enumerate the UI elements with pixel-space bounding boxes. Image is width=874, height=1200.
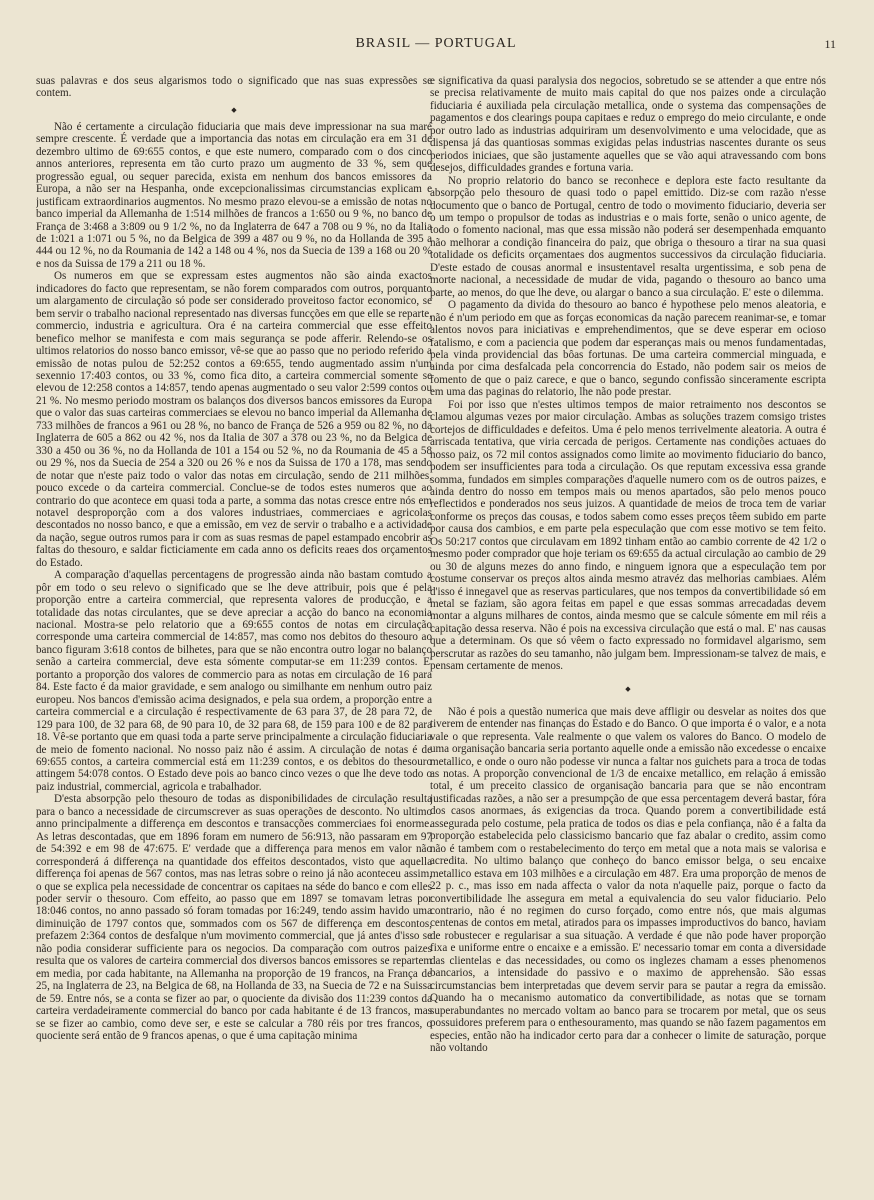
paragraph: suas palavras e dos seus algarismos todo o significado que nas suas expressões se contem. (36, 75, 432, 100)
paragraph: Não é pois a questão numerica que mais deve affligir ou desvelar as noites dos que tiverem de entender nas finanças do Estado e do Banco. O que importa é o valor, e a nota vale o que representa. Vale realmente o que valem os valores do Banco. O modelo de uma organisação bancaria seria portanto aquelle onde a emissão não excedesse o encaixe metallico, e onde o ouro não podesse vir nunca a faltar nos guichets para a troca de todas as notas. A proporção convencional de 1/3 de encaixe metallico, em relação á emissão total, é um preceito classico de organisação bancaria para que se não encontram justificadas razões, a não ser a presumpção de que essa percentagem deverá bastar, fóra dos casos anormaes, ás exigencias da troca. Quando porem a convertibilidade está assegurada pelo costume, pela pratica de todos os dias e pela confiança, não é a falta da proporção estabelecida pelo classicismo bancario que faz abalar o credito, assim como não é tambem com o restabelecimento do terço em metal que a nota mais se valorisa e acredita. No ultimo balanço que conheço do banco emissor belga, o seu encaixe metallico estava em 103 milhões e a circulação em 487. Era uma proporção de menos de 22 p. c., mas isso em nada affecta o valor da nota n'aquelle paiz, porque o facto da convertibilidade lhe assegura em metal a equivalencia do seu valor fiduciario. Pelo contrario, não é no regimen do curso forçado, como entre nós, que mais algumas centenas de contos em metal, atirados para os impasses improductivos do banco, haviam de robustecer e regularisar a sua situação. A verdade é que não pode haver proporção fixa e uniforme entre o encaixe e a emissão. E' necessario tomar em conta a diversidade das clientelas e das necessidades, ou como os inglezes chamam a esses phenomenos bancarios, a intensidade do passivo e o maximo de apprehensão. São essas circumstancias bem interpretadas que devem servir para se pautar a regra da emissão. Quando ha o mecanismo automatico da convertibilidade, as notas que se tornam superabundantes no mercado voltam ao banco para se trocarem por metal, que os seus possuidores preferem para o enthesouramento, mas quando se não fazem pagamentos em especies, então não ha indicador certo para dar a conhecer o limite de saturação, porque não voltando (430, 705, 826, 1054)
left-column (36, 75, 432, 1178)
paragraph: O pagamento da divida do thesouro ao banco é hypothese pelo menos aleatoria, e não é n'um periodo em que as forças economicas da nação parecem reanimar-se, e tomar alentos novos para iniciativas e emprehendimentos, que se deve esperar em ocioso fatalismo, e com a paciencia que podem dar esperanças mais ou menos fundamentadas, pela vinda providencial das bôas fortunas. De uma carteira commercial minguada, e ainda por cima desfalcada pela concorrencia do Estado, não podem sair os meios de fomento de que o paiz carece, e que o banco, segundo confissão sinceramente escripta em uma das paginas do relatorio, lhe não pode prestar. (430, 299, 826, 399)
section-separator: ◆ (625, 684, 631, 693)
running-title: BRASIL — PORTUGAL (355, 36, 517, 51)
paragraph: No proprio relatorio do banco se reconhece e deplora este facto resultante da absorpção pelo thesouro de quasi todo o papel emittido. Diz-se com razão n'esse documento que o banco de Portugal, centro de todo o movimento fiduciario, deveria ser o um tempo o propulsor de todas as industrias e o mais forte, senão o unico agente, de todo o fomento nacional, mas que essa missão não poderá ser desempenhada emquanto não melhorar a condição financeira do paiz, que obriga o thesouro a tirar na sua quasi totalidade os deficits orçamentaes dos augmentos successivos da circulação fiduciaria. D'este estado de cousas anormal e insustentavel resalta urgentissima, e sob pena de morte nacional, a necessidade de mudar de vida, pagando o thesouro ao banco uma parte, ao menos, do que lhe deve, ou alargar o banco a sua circulação. E' este o dilemma. (430, 174, 826, 299)
page-number: 11 (824, 37, 836, 51)
right-column (430, 75, 826, 1178)
paragraph: Não é certamente a circulação fiduciaria que mais deve impressionar na sua maré sempre crescente. É verdade que a importancia das notas em circulação era em 31 de dezembro ultimo de 69:655 contos, e que este numero, comparado com o dos cinco annos anteriores, representa em tão curto prazo um augmento de 33 %, sem que progressão egual, ou sequer parecida, exista em nenhum dos bancos emissores da Europa, a não ser na Hespanha, onde excepcionalissimas circumstancias explicam e justificam extraordinarios augmentos. No mesmo prazo elevou-se a emissão de notas no banco imperial da Allemanha de 1:514 milhões de francos a 1:650 ou 9 %, no banco de França de 3:468 a 3:809 ou 9 1/2 %, no da Inglaterra de 647 a 708 ou 9 %, no da Italia de 1:021 a 1:071 ou 5 %, no da Belgica de 399 a 487 ou 9 %, no da Hollanda de 395 a 444 ou 12 %, no da Roumania de 142 a 148 ou 4 %, nos da Suecia de 139 a 168 ou 20 % e nos da Suissa de 179 a 211 ou 18 %. (36, 120, 432, 270)
paragraph: Os numeros em que se expressam estes augmentos não são ainda exactos indicadores do facto que representam, se não forem comparados com outros, porquanto um alargamento de circulação só pode ser considerado proveitoso factor economico, se bem servir o trabalho nacional representado nas diversas funcções em que elle se reparte, commercio, industria e agricultura. Ora é na carteira commercial que esse effeito benefico melhor se manifesta e com mais segurança se pode afferir. Relendo-se os ultimos relatorios do nosso banco emissor, vê-se que ao passo que no periodo referido a emissão de notas pulou de 52:252 contos a 69:655, tendo augmentado assim n'um sexennio 17:403 contos, ou 33 %, como fica dito, a carteira commercial somente se elevou de 12:258 contos a 14:857, tendo apenas augmentado o seu valor 2:599 contos ou 21 %. No mesmo periodo mostram os balanços dos diversos bancos emissores da Europa que o valor das suas carteiras commerciaes se elevou no banco imperial da Allemanha de 733 milhões de francos a 961 ou 28 %, no banco de França de 526 a 959 ou 82 %, no da Inglaterra de 605 a 862 ou 42 %, nos da Italia de 307 a 378 ou 23 %, no da Belgica de 330 a 450 ou 36 %, no da Hollanda de 101 a 154 ou 52 %, no da Roumania de 45 a 58 ou 29 %, nos da Suecia de 254 a 320 ou 26 % e nos da Suissa de 170 a 178, mas sendo de notar que n'este paiz todo o valor das notas em circulação, sendo de 211 milhões, pouco excede o da carteira commercial. Conclue-se de todos estes numeros que ao contrario do que acontece em quasi toda a parte, a somma das notas cresce entre nós em notavel desproporção com a dos valores industriaes, commerciaes e agricolas descontados no nosso banco, e que a emissão, em vez de servir o trabalho e a actividade da nação, segue outros rumos para ir com as suas resmas de papel estampado encobrir as faltas do thesouro, e saldar ficticiamente em cada anno os deficits reaes dos orçamentos do Estado. (36, 270, 432, 569)
paragraph: D'esta absorpção pelo thesouro de todas as disponibilidades de circulação resulta para o banco a necessidade de circumscrever as suas operações de desconto. No ultimo anno principalmente a differença em descontos e transacções commerciaes foi enorme. As letras descontadas, que em 1896 foram em numero de 56:913, não passaram em 97 de 54:392 e em 98 de 47:675. E' verdade que a differença para menos em valor não corresponderá á differença na quantidade dos effeitos descontados, visto que aquella differença foi apenas de 567 contos, mas nas letras sobre o reino já não aconteceu assim, o que se explica pela necessidade de concentrar os capitaes na séde do banco e com elles poder servir o thesouro. Com effeito, ao passo que em 1897 se tomavam letras por 18:046 contos, no anno passado só foram tomadas por 16:249, tendo assim havido uma diminuição de 1797 contos que, sommados com os 567 de differença em descontos, prefazem 2:364 contos de desfalque n'um movimento commercial, que já antes d'isso se não podia considerar sufficiente para os negocios. Da comparação com outros paizes resulta que os valores de carteira commercial dos diversos bancos emissores se repartem em media, por cada habitante, na Allemanha na proporção de 19 francos, na França de 25, na Inglaterra de 23, na Belgica de 68, na Hollanda de 33, na Suecia de 72 e na Suissa de 59. Entre nós, se a conta se fizer ao par, o quociente da divisão dos 11:239 contos da carteira verdadeiramente commercial do banco por cada habitante é de 13 francos, mas se se fizer ao cambio, como deve ser, e este se calcular a 780 réis por tres francos, o quociente será então de 9 francos apenas, o que é uma capitação minima (36, 793, 432, 1042)
paragraph: Foi por isso que n'estes ultimos tempos de maior retraimento nos descontos se clamou algumas vezes por maior circulação. Ambas as soluções trazem comsigo tristes cortejos de difficuldades e defeitos. Uma é pelo menos terrivelmente aleatoria. A outra é arriscada tentativa, que viria cercada de perigos. Certamente nas condições actuaes do nosso paiz, os 72 mil contos assignados como limite ao movimento fiduciario do banco, podem ser insufficientes para toda a circulação. Os que reputam excessiva essa grande somma, fundados em simples comparações d'aquelle numero com os de outros paizes, e ainda dentro do nosso em tempos mais ou menos apartados, são pelo menos pouco reflectidos e ponderados nos seus juizos. A quantidade de meios de troca tem de variar conforme os preços das cousas, e todos sabem como esses preços têem subido em parte por causa dos cambios, e em parte pela especulação que com esse motivo se tem feito. Os 50:217 contos que circulavam em 1892 tinham então ao cambio corrente de 42 1/2 o mesmo poder comprador que hoje teriam os 69:655 da actual circulação ao cambio de 29 ou 30 de alguns mezes do anno findo, e ninguem ignora que a especulação tem por costume conservar os preços altos ainda mesmo atravéz das melhorias cambiaes. Além d'isso é innegavel que as reservas particulares, que nos tempos da convertibilidade só em metal se faziam, são agora feitas em papel e que essas sommas arrecadadas devem montar a alguns milhares de contos, ainda mesmo que se calcule sómente em mil réis a capitação dessa reserva. Não é pois na excessiva circulação que está o mal. E' nas causas que a determinam. Os que só vêem o facto expressado no formidavel algarismo, sem perscrutar as razões do seu tamanho, não julgam bem. Impressionam-se talvez de mais, e pensam certamente de menos. (430, 398, 826, 673)
page-header (36, 36, 836, 56)
section-separator: ◆ (231, 105, 237, 114)
paragraph: A comparação d'aquellas percentagens de progressão ainda não bastam comtudo a pôr em todo o seu relevo o significado que se lhe deve attribuir, pois que é pela proporção entre a carteira commercial, que representa valores de producção, e a totalidade das notas circulantes, que se deve apreciar a acção do banco na economia nacional. Mostra-se pelo relatorio que a 69:655 contos de notas em circulação corresponde uma carteira commercial de 14:857, mas como nos debitos do thesouro ao banco figuram 3:618 contos de bilhetes, para que se não encontra outro logar no balanço senão a carteira commercial, deve esta sómente computar-se em 11:239 contos. E' portanto a proporção dos valores de commercio para as notas em circulação de 16 para 84. Este facto é da maior gravidade, e sem analogo ou similhante em nenhum outro paiz europeu. Nos bancos d'emissão acima designados, e pela sua ordem, a proporção entre a carteira commercial e a circulação é respectivamente de 63 para 37, de 28 para 72, de 129 para 100, de 32 para 68, de 90 para 10, de 32 para 68, de 159 para 100 e de 82 para 18. Vê-se portanto que em quasi toda a parte serve principalmente a circulação fiduciaria de meio de fomento nacional. No nosso paiz não é assim. A circulação de notas é de 69:655 contos, a carteira commercial está em 11:239 contos, e os debitos do thesouro attingem 54:078 contos. O Estado deve pois ao banco cinco vezes o que lhe deve todo o paiz industrial, commercial, agricola e trabalhador. (36, 569, 432, 793)
paragraph: e significativa da quasi paralysia dos negocios, sobretudo se se attender a que entre nós se precisa relativamente de muito mais capital do que nos paizes onde a circulação fiduciaria é auxiliada pela circulação metallica, onde o systema das compensações de pagamentos e dos clearings poupa capitaes e reduz o emprego do meio circulante, e onde por outro lado as industrias adquiriram um desenvolvimento e uma velocidade, que as dispensa já das quantiosas sommas exigidas pelas industrias nascentes durante os seus periodos iniciaes, que são justamente aquelles que se vão aqui atravessando com bons desejos, difficuldades grandes e fortuna varia. (430, 75, 826, 175)
